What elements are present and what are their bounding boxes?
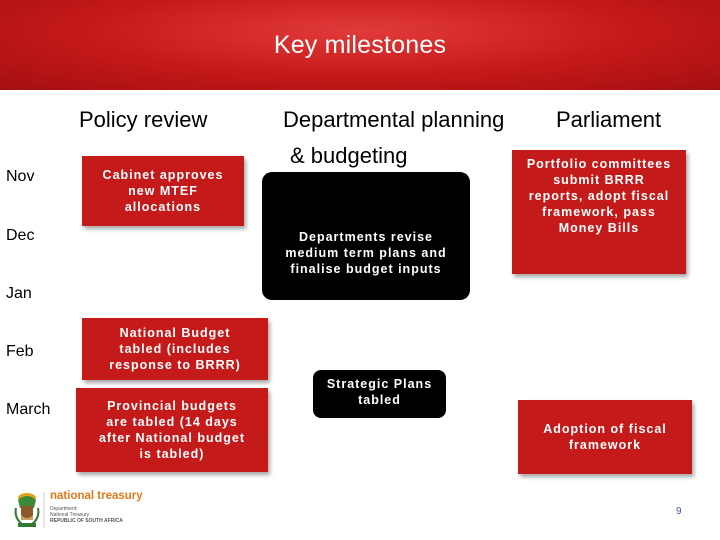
milestone-adoption-fiscal-framework <box>518 400 692 474</box>
column-heading-departmental-line2: & budgeting <box>290 143 408 168</box>
box-text-line: medium term plans and <box>285 246 447 260</box>
month-label-dec: Dec <box>6 227 35 244</box>
logo-subtext <box>50 506 123 524</box>
milestone-departments-revise <box>262 172 470 300</box>
milestone-strategic-plans-tabled <box>313 370 446 418</box>
box-text-line: Money Bills <box>558 221 640 235</box>
month-label-feb: Feb <box>6 343 34 360</box>
month-label-march: March <box>6 401 51 418</box>
column-heading-policy-review: Policy review <box>79 107 208 132</box>
column-heading-departmental-line1: Departmental planning <box>283 107 505 132</box>
box-text-line: Adoption of fiscal <box>543 422 667 436</box>
column-heading-parliament: Parliament <box>556 107 662 132</box>
box-text-line: Strategic Plans <box>326 377 433 391</box>
page-number: 9 <box>676 506 682 517</box>
box-text-line: is tabled) <box>139 447 205 461</box>
logo-subtext-line: REPUBLIC OF SOUTH AFRICA <box>50 518 123 524</box>
milestone-portfolio-committees <box>512 150 686 274</box>
box-text-line: National Budget <box>119 326 231 340</box>
logo-subtext-line: National Treasury <box>50 512 90 518</box>
box-text-line: submit BRRR <box>553 173 645 187</box>
box-text-line: framework, pass <box>542 205 656 219</box>
box-text-line: after National budget <box>98 431 245 445</box>
milestone-national-budget-tabled <box>82 318 268 380</box>
milestone-cabinet-approves <box>82 156 244 226</box>
box-text-line: tabled (includes <box>119 342 231 356</box>
box-text-line: framework <box>568 438 642 452</box>
milestone-provincial-budgets <box>76 388 268 472</box>
box-text-line: response to BRRR) <box>109 358 241 372</box>
title-banner <box>0 0 720 90</box>
box-text-line: Departments revise <box>298 230 434 244</box>
box-text-line: tabled <box>358 393 401 407</box>
box-text-line: Portfolio committees <box>526 157 672 171</box>
box-text-line: finalise budget inputs <box>290 262 442 276</box>
box-text-line: are tabled (14 days <box>106 415 238 429</box>
slide-title: Key milestones <box>273 31 447 59</box>
month-label-jan: Jan <box>6 285 32 302</box>
box-text-line: reports, adopt fiscal <box>528 189 670 203</box>
box-text-line: Cabinet approves <box>102 168 224 182</box>
national-treasury-logo <box>12 488 152 532</box>
box-text-line: new MTEF <box>128 184 198 198</box>
month-label-nov: Nov <box>6 168 35 185</box>
box-text-line: allocations <box>124 200 202 214</box>
logo-wordmark: national treasury <box>50 490 143 502</box>
box-text-line: Provincial budgets <box>107 399 237 413</box>
logo-subtext-line: Department: <box>50 506 78 512</box>
